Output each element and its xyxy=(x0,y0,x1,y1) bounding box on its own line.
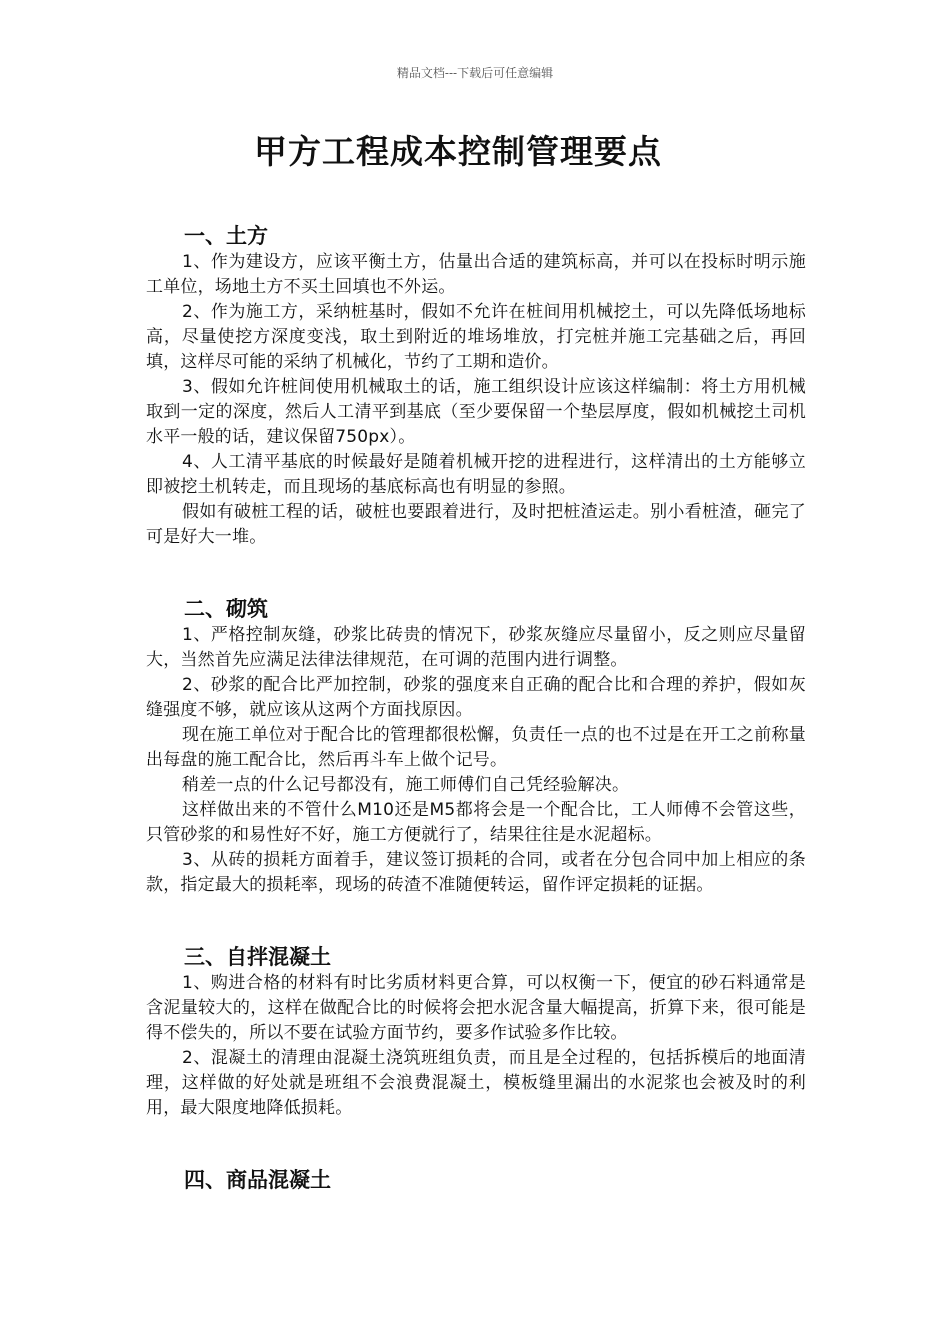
document-body xyxy=(146,222,806,1194)
section-masonry xyxy=(146,595,806,898)
section-heading: 四、商品混凝土 xyxy=(184,1168,331,1192)
paragraph: 1、购进合格的材料有时比劣质材料更合算，可以权衡一下，便宜的砂石料通常是含泥量较大的，这样在做配合比的时候将会把水泥含量大幅提高，折算下来，很可能是得不偿失的，所以不要在试验方面节约，要多作试验多作比较。 xyxy=(146,973,806,1043)
section-spacer xyxy=(146,550,806,595)
section-heading: 二、砌筑 xyxy=(184,597,268,621)
section-earthwork xyxy=(146,222,806,550)
section-heading: 一、土方 xyxy=(184,224,268,248)
paragraph: 现在施工单位对于配合比的管理都很松懈，负责任一点的也不过是在开工之前称量出每盘的施工配合比，然后再斗车上做个记号。 xyxy=(146,725,806,770)
paragraph: 3、从砖的损耗方面着手，建议签订损耗的合同，或者在分包合同中加上相应的条款，指定最大的损耗率，现场的砖渣不准随便转运，留作评定损耗的证据。 xyxy=(146,850,806,895)
paragraph: 1、作为建设方，应该平衡土方，估量出合适的建筑标高，并可以在投标时明示施工单位，场地土方不买土回填也不外运。 xyxy=(146,252,806,297)
paragraph: 2、作为施工方，采纳桩基时，假如不允许在桩间用机械挖土，可以先降低场地标高，尽量使挖方深度变浅，取土到附近的堆场堆放，打完桩并施工完基础之后，再回填，这样尽可能的采纳了机械化，节约了工期和造价。 xyxy=(146,302,806,372)
section-heading: 三、自拌混凝土 xyxy=(184,945,331,969)
paragraph: 稍差一点的什么记号都没有，施工师傅们自己凭经验解决。 xyxy=(182,775,630,795)
paragraph: 假如有破桩工程的话，破桩也要跟着进行，及时把桩渣运走。别小看桩渣，砸完了可是好大一堆。 xyxy=(146,502,806,547)
section-ready-mixed-concrete xyxy=(146,1166,806,1194)
paragraph: 4、人工清平基底的时候最好是随着机械开挖的进程进行，这样清出的土方能够立即被挖土机转走，而且现场的基底标高也有明显的参照。 xyxy=(146,452,806,497)
header-note: 精品文档---下载后可任意编辑 xyxy=(396,66,554,80)
paragraph: 这样做出来的不管什么M10还是M5都将会是一个配合比，工人师傅不会管这些，只管砂浆的和易性好不好，施工方便就行了，结果往往是水泥超标。 xyxy=(146,800,806,845)
document-title: 甲方工程成本控制管理要点 xyxy=(254,132,662,171)
section-spacer xyxy=(146,898,806,943)
paragraph: 1、严格控制灰缝，砂浆比砖贵的情况下，砂浆灰缝应尽量留小，反之则应尽量留大，当然首先应满足法律法律规范，在可调的范围内进行调整。 xyxy=(146,625,806,670)
section-spacer xyxy=(146,1121,806,1166)
paragraph: 3、假如允许桩间使用机械取土的话，施工组织设计应该这样编制：将土方用机械取到一定的深度，然后人工清平到基底（至少要保留一个垫层厚度，假如机械挖土司机水平一般的话，建议保留750px）。 xyxy=(146,377,806,447)
paragraph: 2、砂浆的配合比严加控制，砂浆的强度来自正确的配合比和合理的养护，假如灰缝强度不够，就应该从这两个方面找原因。 xyxy=(146,675,806,720)
paragraph: 2、混凝土的清理由混凝土浇筑班组负责，而且是全过程的，包括拆模后的地面清理，这样做的好处就是班组不会浪费混凝土，模板缝里漏出的水泥浆也会被及时的利用，最大限度地降低损耗。 xyxy=(146,1048,806,1118)
section-site-mixed-concrete xyxy=(146,943,806,1121)
